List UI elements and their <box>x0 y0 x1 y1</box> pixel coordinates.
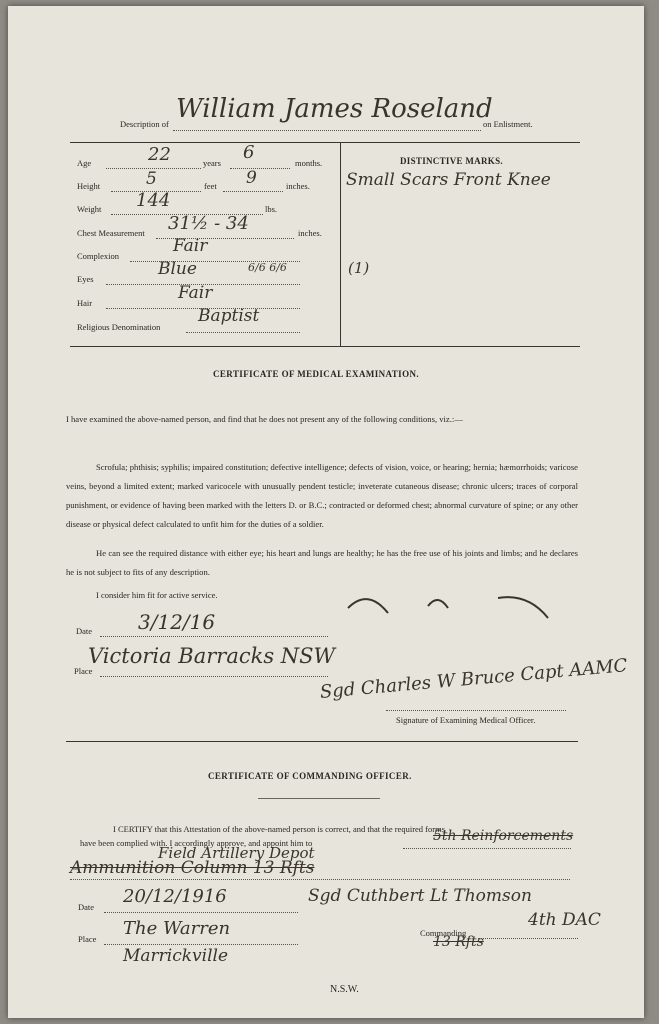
religion-value: Baptist <box>198 306 260 326</box>
medical-date-label: Date <box>76 626 93 636</box>
section-divider <box>66 741 578 742</box>
box-bottom-rule <box>70 346 580 347</box>
hair-value: Fair <box>178 283 213 303</box>
height-label: Height <box>77 181 101 191</box>
description-prefix: Description of <box>120 119 169 129</box>
medical-flourish <box>328 588 558 628</box>
distinctive-mark: (1) <box>348 259 370 277</box>
commanding-place-value-2: Marrickville <box>123 946 229 966</box>
commanding-line1: I CERTIFY that this Attestation of the above-named person is correct, and that the required forms <box>113 824 446 834</box>
medical-officer-signature: Sgd Charles W Bruce Capt AAMC <box>319 655 629 703</box>
age-months-line <box>230 168 290 169</box>
commanding-date-line <box>104 912 298 913</box>
eyes-vision: 6/6 6/6 <box>248 261 287 274</box>
commanding-label: Commanding <box>420 928 467 938</box>
medical-conditions: Scrofula; phthisis; syphilis; impaired constitution; defective intelligence; defects of vision, voice, or hearing; hernia; hæmorrhoids; varicose veins, beyond a limited extent; marked varicocele with unusually pendent testicle; inveterate cutaneous disease; chronic ulcers; traces of corporal punishment, or evidence of having been marked with the letters D. or B.C.; contracted or deformed chest; abnormal curvature of spine; or any other disease or physical defect calculated to unfit him for the duties of a soldier. <box>66 462 578 529</box>
medical-sight: He can see the required distance with either eye; his heart and lungs are healthy; he has the free use of his joints and limbs; and he declares he is not subject to fits of any description. <box>66 548 578 577</box>
commanding-place-value: The Warren <box>123 918 231 939</box>
distinctive-heading: DISTINCTIVE MARKS. <box>400 156 503 166</box>
commanding-date-label: Date <box>78 902 95 912</box>
commanding-signature: Sgd Cuthbert Lt Thomson <box>308 886 532 906</box>
medical-signature-label: Signature of Examining Medical Officer. <box>396 715 536 725</box>
age-label: Age <box>77 158 92 168</box>
commanding-unit: 4th DAC <box>528 910 601 930</box>
commanding-short-rule <box>258 798 380 799</box>
eyes-label: Eyes <box>77 274 94 284</box>
height-inches-line <box>223 191 283 192</box>
box-top-rule <box>70 142 580 143</box>
recruit-name: William James Roseland <box>176 94 493 124</box>
commanding-place-label: Place <box>78 934 97 944</box>
age-years-unit: years <box>203 158 221 168</box>
commanding-unit-line <box>478 938 578 939</box>
chest-label: Chest Measurement <box>77 228 145 238</box>
commanding-appointment-unit: Field Artillery Depot <box>158 844 315 862</box>
medical-date-line <box>100 636 328 637</box>
height-inches-value: 9 <box>246 168 257 188</box>
appointment-line <box>403 848 571 849</box>
weight-unit: lbs. <box>265 204 278 214</box>
medical-date-value: 3/12/16 <box>138 610 216 634</box>
weight-value: 144 <box>136 190 171 211</box>
religion-line <box>186 332 300 333</box>
medical-heading: CERTIFICATE OF MEDICAL EXAMINATION. <box>213 369 420 379</box>
religion-label: Religious Denomination <box>77 322 161 332</box>
commanding-place-value-3: N.S.W. <box>330 984 359 995</box>
commanding-appointment: 5th Reinforcements <box>433 828 574 844</box>
medical-place-line <box>100 676 328 677</box>
commanding-unit-2: 13 Rfts <box>433 934 484 950</box>
complexion-label: Complexion <box>77 251 120 261</box>
medical-signature-line <box>386 710 566 711</box>
commanding-place-line <box>104 944 298 945</box>
commanding-line2: have been complied with. I accordingly approve, and appoint him to <box>80 838 313 848</box>
height-feet-unit: feet <box>204 181 217 191</box>
weight-label: Weight <box>77 204 102 214</box>
age-months-unit: months. <box>295 158 323 168</box>
hair-label: Hair <box>77 298 93 308</box>
description-suffix: on Enlistment. <box>483 119 533 129</box>
complexion-value: Fair <box>173 236 208 256</box>
medical-intro: I have examined the above-named person, and find that he does not present any of the following conditions, viz.:— <box>66 414 463 424</box>
name-line <box>173 130 481 131</box>
commanding-appointment-struck: Ammunition Column 13 Rfts <box>70 858 315 878</box>
medical-place-label: Place <box>74 666 93 676</box>
appointment-line-2 <box>70 879 570 880</box>
commanding-heading: CERTIFICATE OF COMMANDING OFFICER. <box>208 771 412 781</box>
age-months-value: 6 <box>243 142 255 163</box>
chest-value: 31½ - 34 <box>168 213 249 234</box>
age-years-value: 22 <box>148 144 171 165</box>
medical-fit: I consider him fit for active service. <box>96 590 218 600</box>
height-feet-value: 5 <box>146 169 157 189</box>
eyes-value: Blue <box>158 259 197 279</box>
chest-unit: inches. <box>298 228 322 238</box>
medical-place-value: Victoria Barracks NSW <box>88 644 336 668</box>
commanding-date-value: 20/12/1916 <box>123 886 227 907</box>
height-inches-unit: inches. <box>286 181 310 191</box>
distinctive-value: Small Scars Front Knee <box>346 170 551 190</box>
box-divider <box>340 142 341 346</box>
attestation-page <box>8 6 644 1018</box>
